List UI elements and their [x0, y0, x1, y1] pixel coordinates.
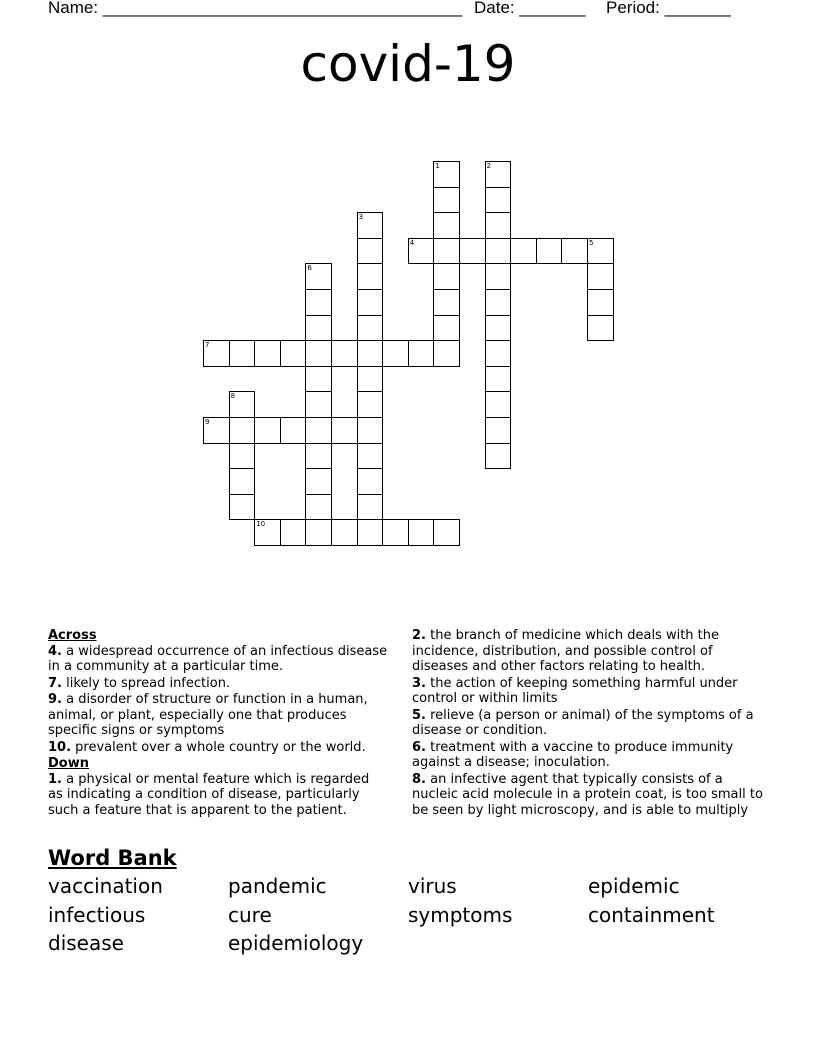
grid-cell[interactable]: [305, 289, 332, 316]
word-bank-title: Word Bank: [48, 846, 177, 870]
grid-cell[interactable]: [485, 289, 512, 316]
clue-text: treatment with a vaccine to produce immunity against a disease; inoculation.: [412, 739, 734, 770]
clues-left-column: [48, 628, 388, 819]
word-bank-list: [48, 874, 768, 956]
grid-cell[interactable]: [357, 519, 384, 546]
grid-cell[interactable]: [357, 340, 384, 367]
grid-cell[interactable]: [305, 263, 332, 290]
word-bank-word: disease: [48, 931, 124, 955]
clue-item: [412, 676, 772, 707]
grid-cell[interactable]: [459, 238, 486, 265]
grid-cell[interactable]: [485, 443, 512, 470]
down-heading: Down: [48, 756, 89, 771]
clue-number: 1: [435, 162, 440, 170]
clue-text: the branch of medicine which deals with the incidence, distribution, and possible control of diseases and other factors relating to health.: [412, 628, 720, 674]
grid-cell[interactable]: [433, 340, 460, 367]
grid-cell[interactable]: [280, 519, 307, 546]
clue-number: 3: [358, 213, 364, 222]
grid-cell[interactable]: [587, 315, 614, 342]
word-bank-word: infectious: [48, 902, 146, 927]
clue-number: 5.: [412, 707, 426, 723]
grid-cell[interactable]: [485, 340, 512, 367]
clue-number: 9: [205, 418, 210, 426]
period-field: Period: _______: [606, 0, 731, 17]
grid-cell[interactable]: [433, 289, 460, 316]
page-title: covid-19: [300, 35, 516, 93]
grid-cell[interactable]: [254, 417, 281, 444]
grid-cell[interactable]: [357, 391, 384, 418]
grid-cell[interactable]: [408, 519, 435, 546]
grid-cell[interactable]: [203, 417, 230, 444]
clue-number: 2.: [412, 628, 426, 643]
word-bank: [48, 844, 768, 956]
grid-cell[interactable]: [305, 340, 332, 367]
grid-cell[interactable]: [357, 443, 384, 470]
grid-cell[interactable]: [561, 238, 588, 265]
grid-cell[interactable]: [229, 417, 256, 444]
clue-number: 4.: [48, 643, 62, 659]
grid-cell[interactable]: [280, 417, 307, 444]
grid-cell[interactable]: [433, 238, 460, 265]
grid-cell[interactable]: [331, 417, 358, 444]
clue-number: 10: [256, 520, 266, 529]
clue-number: 6.: [412, 739, 426, 755]
grid-cell[interactable]: [305, 366, 332, 393]
clue-text: relieve (a person or animal) of the symptoms of a disease or condition.: [412, 707, 754, 738]
grid-cell[interactable]: [357, 366, 384, 393]
word-bank-word: containment: [588, 902, 715, 927]
grid-cell[interactable]: [203, 340, 230, 367]
grid-cell[interactable]: [229, 391, 256, 418]
word-bank-word: epidemic: [588, 874, 680, 898]
grid-cell[interactable]: [587, 289, 614, 316]
grid-cell[interactable]: [229, 443, 256, 470]
grid-cell[interactable]: [485, 161, 512, 188]
grid-cell[interactable]: [510, 238, 537, 265]
down-clues-left: [48, 772, 388, 819]
clue-number: 10.: [48, 739, 72, 755]
clue-text: an infective agent that typically consists of a nucleic acid molecule in a protein coat, is too small to be seen by light microscopy, and is able to multiply: [412, 771, 763, 818]
grid-cell[interactable]: [587, 263, 614, 290]
grid-cell[interactable]: [382, 519, 409, 546]
word-bank-word: pandemic: [228, 874, 327, 898]
clue-text: a physical or mental feature which is regarded as indicating a condition of disease, particularly such a feature that is apparent to the patient.: [48, 771, 370, 818]
grid-cell[interactable]: [485, 263, 512, 290]
grid-cell[interactable]: [357, 263, 384, 290]
clue-item: [412, 772, 772, 819]
grid-cell[interactable]: [485, 417, 512, 444]
clue-number: 4: [409, 238, 415, 247]
clue-item: [412, 740, 772, 771]
clue-number: 6: [307, 264, 312, 273]
word-bank-word: symptoms: [408, 902, 513, 927]
word-bank-word: virus: [408, 874, 457, 898]
clue-item: [48, 772, 388, 819]
grid-cell[interactable]: [357, 494, 384, 521]
grid-cell[interactable]: [433, 161, 460, 188]
grid-cell[interactable]: [485, 366, 512, 393]
clue-text: likely to spread infection.: [61, 675, 231, 691]
date-field: Date: _______: [474, 0, 586, 17]
clue-number: 5: [589, 238, 594, 247]
grid-cell[interactable]: [485, 187, 512, 214]
grid-cell[interactable]: [433, 263, 460, 290]
clue-number: 2: [486, 162, 492, 170]
grid-cell[interactable]: [382, 340, 409, 367]
clue-number: 1.: [48, 771, 62, 787]
grid-cell[interactable]: [485, 391, 512, 418]
word-bank-word: vaccination: [48, 874, 163, 898]
clue-item: [412, 628, 772, 675]
clue-number: 9.: [48, 692, 62, 707]
grid-cell[interactable]: [229, 340, 256, 367]
grid-cell[interactable]: [229, 494, 256, 521]
down-clues-right: [412, 628, 772, 818]
grid-cell[interactable]: [254, 519, 281, 546]
grid-cell[interactable]: [357, 315, 384, 342]
grid-cell[interactable]: [331, 340, 358, 367]
grid-cell[interactable]: [433, 519, 460, 546]
grid-cell[interactable]: [280, 340, 307, 367]
grid-cell[interactable]: [305, 443, 332, 470]
grid-cell[interactable]: [357, 417, 384, 444]
clue-item: [48, 644, 388, 675]
clue-number: 3.: [412, 675, 426, 691]
grid-cell[interactable]: [305, 417, 332, 444]
grid-cell[interactable]: [331, 519, 358, 546]
clue-number: 8: [230, 392, 236, 401]
grid-cell[interactable]: [408, 340, 435, 367]
grid-cell[interactable]: [305, 391, 332, 418]
grid-cell[interactable]: [485, 238, 512, 265]
clue-text: the action of keeping something harmful under control or within limits: [412, 675, 738, 706]
clue-text: prevalent over a whole country or the world.: [71, 739, 366, 755]
grid-cell[interactable]: [305, 315, 332, 342]
grid-cell[interactable]: [433, 315, 460, 342]
word-bank-word: epidemiology: [228, 931, 364, 955]
grid-cell[interactable]: [357, 289, 384, 316]
grid-cell[interactable]: [408, 238, 435, 265]
grid-cell[interactable]: [229, 468, 256, 495]
clue-number: 7: [205, 341, 210, 350]
clue-item: [48, 740, 388, 756]
clue-item: [48, 676, 388, 692]
word-bank-word: cure: [228, 902, 272, 927]
clue-number: 7.: [48, 675, 62, 691]
grid-cell[interactable]: [357, 212, 384, 239]
grid-cell[interactable]: [536, 238, 563, 265]
clue-item: [48, 692, 388, 739]
clue-text: a disorder of structure or function in a human, animal, or plant, especially one that produces specific signs or symptoms: [48, 692, 368, 738]
grid-cell[interactable]: [485, 212, 512, 239]
clue-text: a widespread occurrence of an infectious disease in a community at a particular time.: [48, 643, 388, 674]
grid-cell[interactable]: [305, 519, 332, 546]
across-heading: Across: [48, 628, 97, 643]
clue-item: [412, 708, 772, 739]
clues-right-column: [412, 628, 772, 819]
across-clues: [48, 644, 388, 756]
grid-cell[interactable]: [433, 187, 460, 214]
grid-cell[interactable]: [305, 494, 332, 521]
name-field: Name: ______________________________________: [48, 0, 463, 17]
grid-cell[interactable]: [485, 315, 512, 342]
grid-cell[interactable]: [305, 468, 332, 495]
clue-number: 8.: [412, 771, 426, 787]
grid-cell[interactable]: [254, 340, 281, 367]
grid-cell[interactable]: [433, 212, 460, 239]
grid-cell[interactable]: [587, 238, 614, 265]
grid-cell[interactable]: [357, 238, 384, 265]
grid-cell[interactable]: [357, 468, 384, 495]
